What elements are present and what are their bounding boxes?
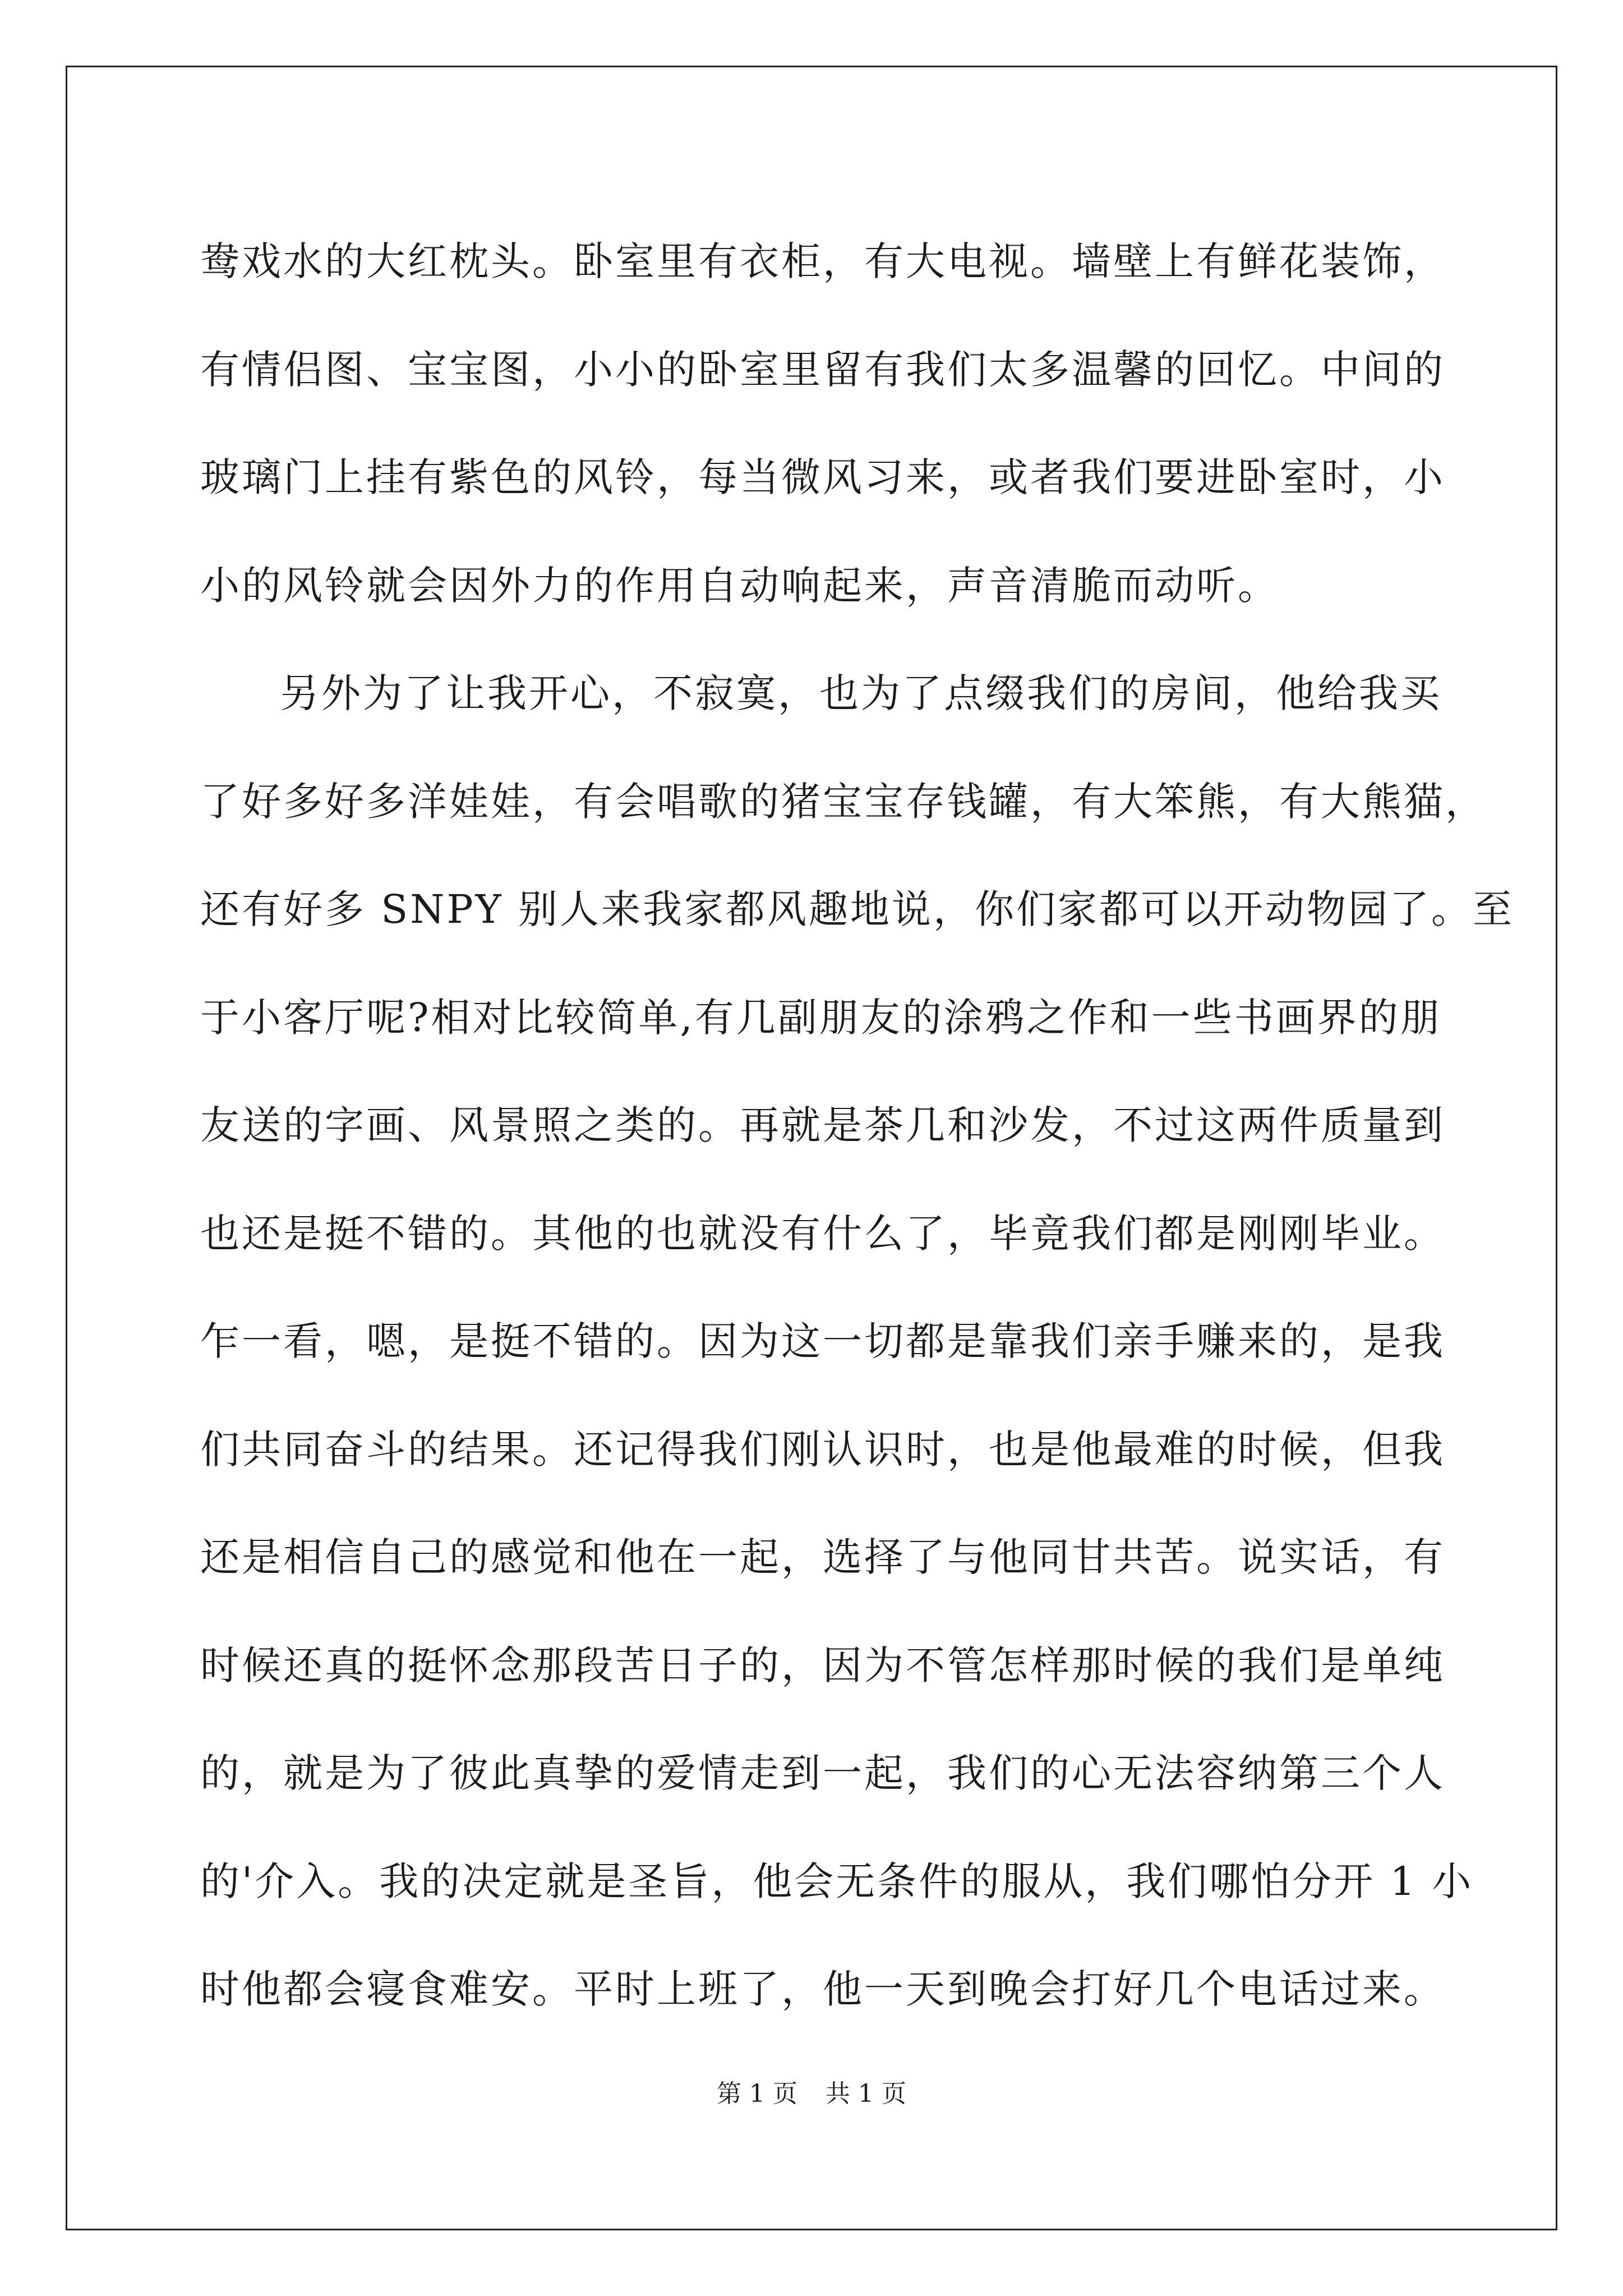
text-line-6: 了好多好多洋娃娃，有会唱歌的猪宝宝存钱罐，有大笨熊，有大熊猫， bbox=[200, 778, 1487, 825]
text-line-15: 的，就是为了彼此真挚的爱情走到一起，我们的心无法容纳第三个人 bbox=[200, 1750, 1445, 1796]
text-line-1: 鸯戏水的大红枕头。卧室里有衣柜，有大电视。墙壁上有鲜花装饰， bbox=[200, 238, 1445, 284]
text-line-4: 小的风铃就会因外力的作用自动响起来，声音清脆而动听。 bbox=[200, 562, 1279, 609]
text-line-11: 乍一看，嗯，是挺不错的。因为这一切都是靠我们亲手赚来的，是我 bbox=[200, 1318, 1445, 1364]
text-line-17: 时他都会寝食难安。平时上班了，他一天到晚会打好几个电话过来。 bbox=[200, 1966, 1445, 2012]
text-line-3: 玻璃门上挂有紫色的风铃，每当微风习来，或者我们要进卧室时，小 bbox=[200, 454, 1445, 500]
text-line-14: 时候还真的挺怀念那段苦日子的，因为不管怎样那时候的我们是单纯 bbox=[200, 1642, 1445, 1688]
text-line-13: 还是相信自己的感觉和他在一起，选择了与他同甘共苦。说实话，有 bbox=[200, 1534, 1445, 1580]
text-line-2: 有情侣图、宝宝图，小小的卧室里留有我们太多温馨的回忆。中间的 bbox=[200, 346, 1445, 393]
page-total: 共 1 页 bbox=[826, 2079, 906, 2108]
text-line-9: 友送的字画、风景照之类的。再就是茶几和沙发，不过这两件质量到 bbox=[200, 1102, 1445, 1148]
document-body bbox=[200, 208, 1515, 2044]
text-line-8: 于小客厅呢?相对比较简单,有几副朋友的涂鸦之作和一些书画界的朋 bbox=[200, 994, 1442, 1041]
text-line-16: 的'介入。我的决定就是圣旨，他会无条件的服从，我们哪怕分开 1 小 bbox=[200, 1858, 1474, 1904]
text-line-5: 另外为了让我开心，不寂寞，也为了点缀我们的房间，他给我买 bbox=[280, 670, 1442, 716]
text-line-10: 也还是挺不错的。其他的也就没有什么了，毕竟我们都是刚刚毕业。 bbox=[200, 1210, 1445, 1257]
page-number: 第 1 页 bbox=[717, 2079, 797, 2108]
page-footer bbox=[0, 2077, 1623, 2111]
text-line-12: 们共同奋斗的结果。还记得我们刚认识时，也是他最难的时候，但我 bbox=[200, 1426, 1445, 1473]
text-line-7: 还有好多 SNPY 别人来我家都风趣地说，你们家都可以开动物园了。至 bbox=[200, 886, 1515, 932]
